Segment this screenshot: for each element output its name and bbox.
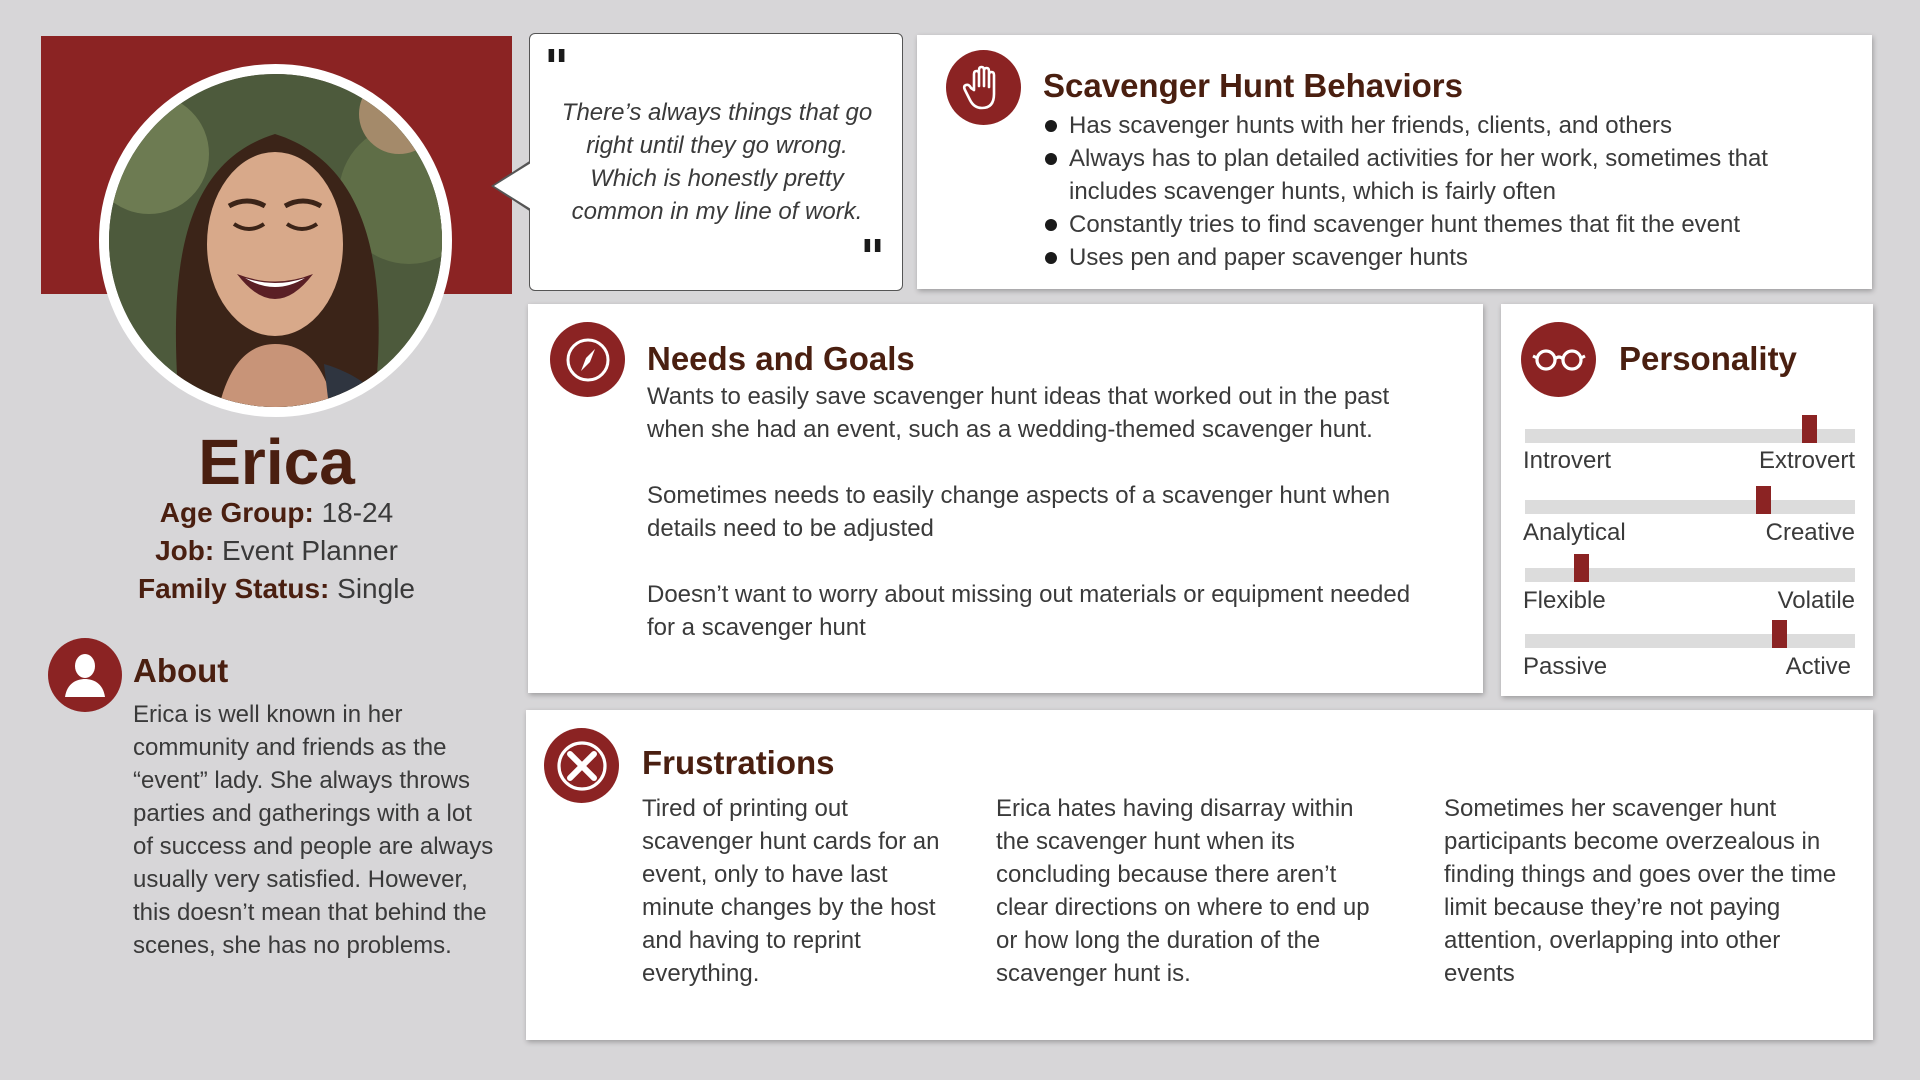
trait-label-left: Introvert (1523, 447, 1612, 474)
trait-slider-passive-active (1525, 634, 1855, 648)
about-title: About (133, 652, 229, 689)
behavior-item: Always has to plan detailed activities for her work, sometimes that includes scavenger hunts, which is fairly often (1043, 142, 1833, 208)
frustration-item: Sometimes her scavenger hunt participants become overzealous in finding things and goes over the time limit because they’re not paying attention, overlapping into other events (1444, 795, 1837, 987)
frustrations-title: Frustrations (642, 744, 835, 781)
trait-label-right: Extrovert (1758, 447, 1855, 474)
trait-label-right: Active (1785, 653, 1851, 680)
trait-slider-flexible-volatile (1525, 568, 1855, 582)
behaviors-title: Scavenger Hunt Behaviors (1043, 67, 1463, 104)
need-paragraph: Doesn’t want to worry about missing out materials or equipment needed for a scavenger hunt (647, 581, 1411, 641)
behavior-item: Has scavenger hunts with her friends, clients, and others (1043, 109, 1833, 142)
family-status-label: Family Status: (137, 573, 330, 604)
about-line: of success and people are always (133, 833, 494, 860)
user-icon (48, 638, 122, 712)
persona-photo (99, 64, 452, 417)
close-icon (544, 728, 619, 803)
about-line: Erica is well known in her (133, 701, 403, 728)
trait-slider-analytical-creative (1525, 500, 1855, 514)
quote-line: common in my line of work. (571, 198, 863, 225)
open-quote-mark: " (544, 40, 570, 96)
trait-label-left: Passive (1523, 653, 1608, 680)
quote-line: right until they go wrong. (586, 132, 848, 159)
job-value: Event Planner (222, 535, 398, 566)
behaviors-list (1043, 109, 1833, 274)
job-line (0, 535, 553, 567)
behaviors-card (917, 35, 1872, 289)
age-group-line (0, 497, 553, 529)
frustration-item: Erica hates having disarray within the scavenger hunt when its concluding because there aren’t clear directions on where to end up or how long the duration of the scavenger hunt is. (996, 795, 1370, 987)
hand-icon (946, 50, 1021, 125)
close-quote-mark: " (860, 230, 886, 286)
trait-slider-thumb (1574, 554, 1589, 582)
behavior-item: Constantly tries to find scavenger hunt themes that fit the event (1043, 208, 1833, 241)
trait-slider-thumb (1802, 415, 1817, 443)
about-line: “event” lady. She always throws (133, 767, 471, 794)
need-paragraph: Sometimes needs to easily change aspects of a scavenger hunt when details need to be adjusted (647, 482, 1391, 542)
trait-slider-introvert-extrovert (1525, 429, 1855, 443)
about-text (133, 698, 513, 962)
about-line: scenes, she has no problems. (133, 932, 452, 959)
trait-label-right: Volatile (1777, 587, 1855, 614)
behavior-item: Uses pen and paper scavenger hunts (1043, 241, 1833, 274)
frustrations-card (526, 710, 1873, 1040)
needs-card (528, 304, 1483, 693)
trait-slider-thumb (1756, 486, 1771, 514)
quote-line: There’s always things that go (561, 99, 873, 126)
needs-title: Needs and Goals (647, 340, 915, 377)
family-status-value: Single (337, 573, 415, 604)
quote-pointer-fill (494, 163, 531, 209)
trait-label-right: Creative (1765, 519, 1855, 546)
persona-name: Erica (198, 426, 355, 498)
job-label: Job: (155, 535, 215, 566)
needs-text (647, 380, 1427, 644)
age-group-value: 18-24 (321, 497, 394, 528)
frustration-item: Tired of printing out scavenger hunt cards for an event, only to have last minute changes by the host and having to reprint everything. (642, 795, 940, 987)
personality-title: Personality (1619, 340, 1797, 377)
quote-line: Which is honestly pretty (590, 165, 844, 192)
glasses-icon (1521, 322, 1596, 397)
age-group-label: Age Group: (159, 497, 314, 528)
about-line: parties and gatherings with a lot (133, 800, 472, 827)
family-status-line (0, 573, 553, 605)
persona-portrait-illustration (109, 74, 442, 407)
about-line: usually very satisfied. However, (133, 866, 468, 893)
about-line: this doesn’t mean that behind the (133, 899, 487, 926)
trait-slider-thumb (1772, 620, 1787, 648)
quote-text (550, 96, 884, 228)
compass-icon (550, 322, 625, 397)
personality-card (1501, 304, 1873, 696)
about-line: community and friends as the (133, 734, 447, 761)
trait-label-left: Analytical (1523, 519, 1626, 546)
need-paragraph: Wants to easily save scavenger hunt ideas that worked out in the past when she had an event, such as a wedding-themed scavenger hunt. (647, 383, 1390, 443)
quote-card (529, 33, 903, 291)
trait-label-left: Flexible (1523, 587, 1606, 614)
